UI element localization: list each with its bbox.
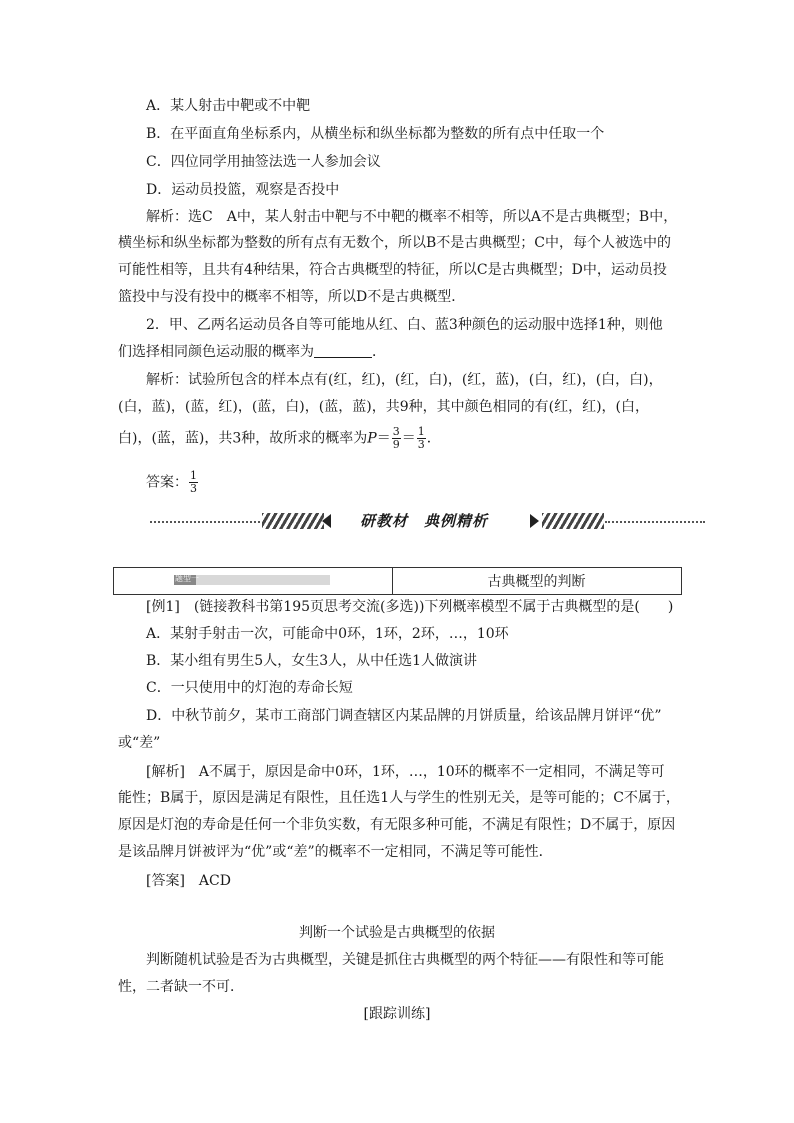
example-stem: [例1] (链接教科书第195页思考交流(多选))下列概率模型不属于古典概型的是( ) bbox=[146, 599, 674, 615]
topic-tag-label: 题型一 bbox=[175, 574, 199, 583]
topic-header bbox=[113, 567, 682, 595]
fraction-numerator: 3 bbox=[392, 425, 400, 438]
summary-body-line: 性，二者缺一不可． bbox=[118, 979, 244, 995]
fraction-denominator: 3 bbox=[417, 438, 425, 451]
section-banner-title: 研教材 典例精析 bbox=[360, 512, 489, 530]
topic-title: 古典概型的判断 bbox=[487, 574, 586, 590]
example-option-d: D．中秋节前夕，某市工商部门调查辖区内某品牌的月饼质量，给该品牌月饼评“优” bbox=[146, 708, 662, 724]
followup-heading: [跟踪训练] bbox=[363, 1006, 431, 1022]
example-option-b: B．某小组有男生5人，女生3人，从中任选1人做演讲 bbox=[146, 653, 478, 669]
summary-body-line: 判断随机试验是否为古典概型，关键是抓住古典概型的两个特征——有限性和等可能 bbox=[146, 952, 664, 968]
q2-stem-line bbox=[118, 342, 386, 362]
q2-analysis-prefix: 白)，(蓝，蓝)，共3种，故所求的概率为 bbox=[118, 430, 368, 447]
summary-heading: 判断一个试验是古典概型的依据 bbox=[299, 925, 495, 941]
q2-stem-text: 们选择相同颜色运动服的概率为 bbox=[118, 344, 314, 360]
arrow-right-icon bbox=[530, 514, 539, 528]
stripe-decoration bbox=[262, 513, 324, 529]
sentence-end: ． bbox=[426, 430, 441, 447]
equals-sign: ＝ bbox=[401, 430, 416, 447]
fraction bbox=[392, 426, 401, 451]
answer-fraction bbox=[189, 470, 198, 495]
fraction-denominator: 9 bbox=[392, 438, 400, 451]
q2-analysis-line: 解析：试验所包含的样本点有(红，红)，(红，白)，(红，蓝)，(白，红)，(白，白)， bbox=[146, 372, 663, 388]
answer-blank bbox=[314, 343, 372, 358]
example-option-a: A．某射手射击一次，可能命中0环，1环，2环，…，10环 bbox=[146, 626, 509, 642]
q1-analysis-line: 篮投中与没有投中的概率不相等，所以D不是古典概型． bbox=[118, 289, 466, 305]
q1-analysis-line: 可能性相等，且共有4种结果，符合古典概型的特征，所以C是古典概型；D中，运动员投 bbox=[118, 262, 667, 278]
q2-stem-line: 2．甲、乙两名运动员各自等可能地从红、白、蓝3种颜色的运动服中选择1种，则他 bbox=[146, 317, 663, 333]
dotted-rule bbox=[150, 521, 260, 523]
example-analysis-line: 原因是灯泡的寿命是任何一个非负实数，有无限多种可能，不满足有限性；D不属于，原因 bbox=[118, 817, 676, 833]
q1-analysis-line: 横坐标和纵坐标都为整数的所有点有无数个，所以B不是古典概型；C中，每个人被选中的 bbox=[118, 235, 671, 251]
dotted-rule bbox=[605, 521, 705, 523]
equals-sign: ＝ bbox=[376, 430, 391, 447]
p-symbol: P bbox=[367, 430, 377, 447]
fraction-numerator: 1 bbox=[417, 425, 425, 438]
q1-option-d: D．运动员投篮，观察是否投中 bbox=[146, 182, 340, 198]
q1-option-c: C．四位同学用抽签法选一人参加会议 bbox=[146, 154, 381, 170]
stripe-decoration bbox=[542, 513, 604, 529]
q2-answer bbox=[146, 470, 199, 495]
example-analysis-line: 是该品牌月饼被评为“优”或“差”的概率不一定相同，不满足等可能性． bbox=[118, 844, 553, 860]
example-option-c: C．一只使用中的灯泡的寿命长短 bbox=[146, 680, 353, 696]
fraction-denominator: 3 bbox=[190, 482, 197, 495]
q2-stem-end: ． bbox=[372, 344, 386, 360]
section-banner bbox=[150, 510, 705, 534]
q1-option-a: A．某人射击中靶或不中靶 bbox=[146, 98, 311, 114]
topic-tag bbox=[174, 575, 330, 585]
example-answer: [答案] ACD bbox=[146, 873, 231, 889]
q2-analysis-line bbox=[118, 426, 441, 451]
fraction-numerator: 1 bbox=[190, 469, 197, 482]
example-analysis-line: 能性；B属于，原因是满足有限性，且任选1人与学生的性别无关，是等可能的；C不属于， bbox=[118, 790, 680, 806]
q2-analysis-line: (白，蓝)，(蓝，红)，(蓝，白)，(蓝，蓝)，共9种，其中颜色相同的有(红，红)，(白， bbox=[118, 399, 649, 415]
q1-analysis-line: 解析：选C A中，某人射击中靶与不中靶的概率不相等，所以A不是古典概型；B中， bbox=[146, 209, 678, 225]
q1-option-b: B．在平面直角坐标系内，从横坐标和纵坐标都为整数的所有点中任取一个 bbox=[146, 126, 605, 142]
fraction bbox=[417, 426, 426, 451]
example-option-d-cont: 或“差” bbox=[118, 735, 161, 751]
example-analysis-line: [解析] A不属于，原因是命中0环，1环，…，10环的概率不一定相同，不满足等可 bbox=[146, 764, 665, 780]
answer-label: 答案： bbox=[146, 474, 188, 491]
arrow-left-icon bbox=[322, 514, 331, 528]
